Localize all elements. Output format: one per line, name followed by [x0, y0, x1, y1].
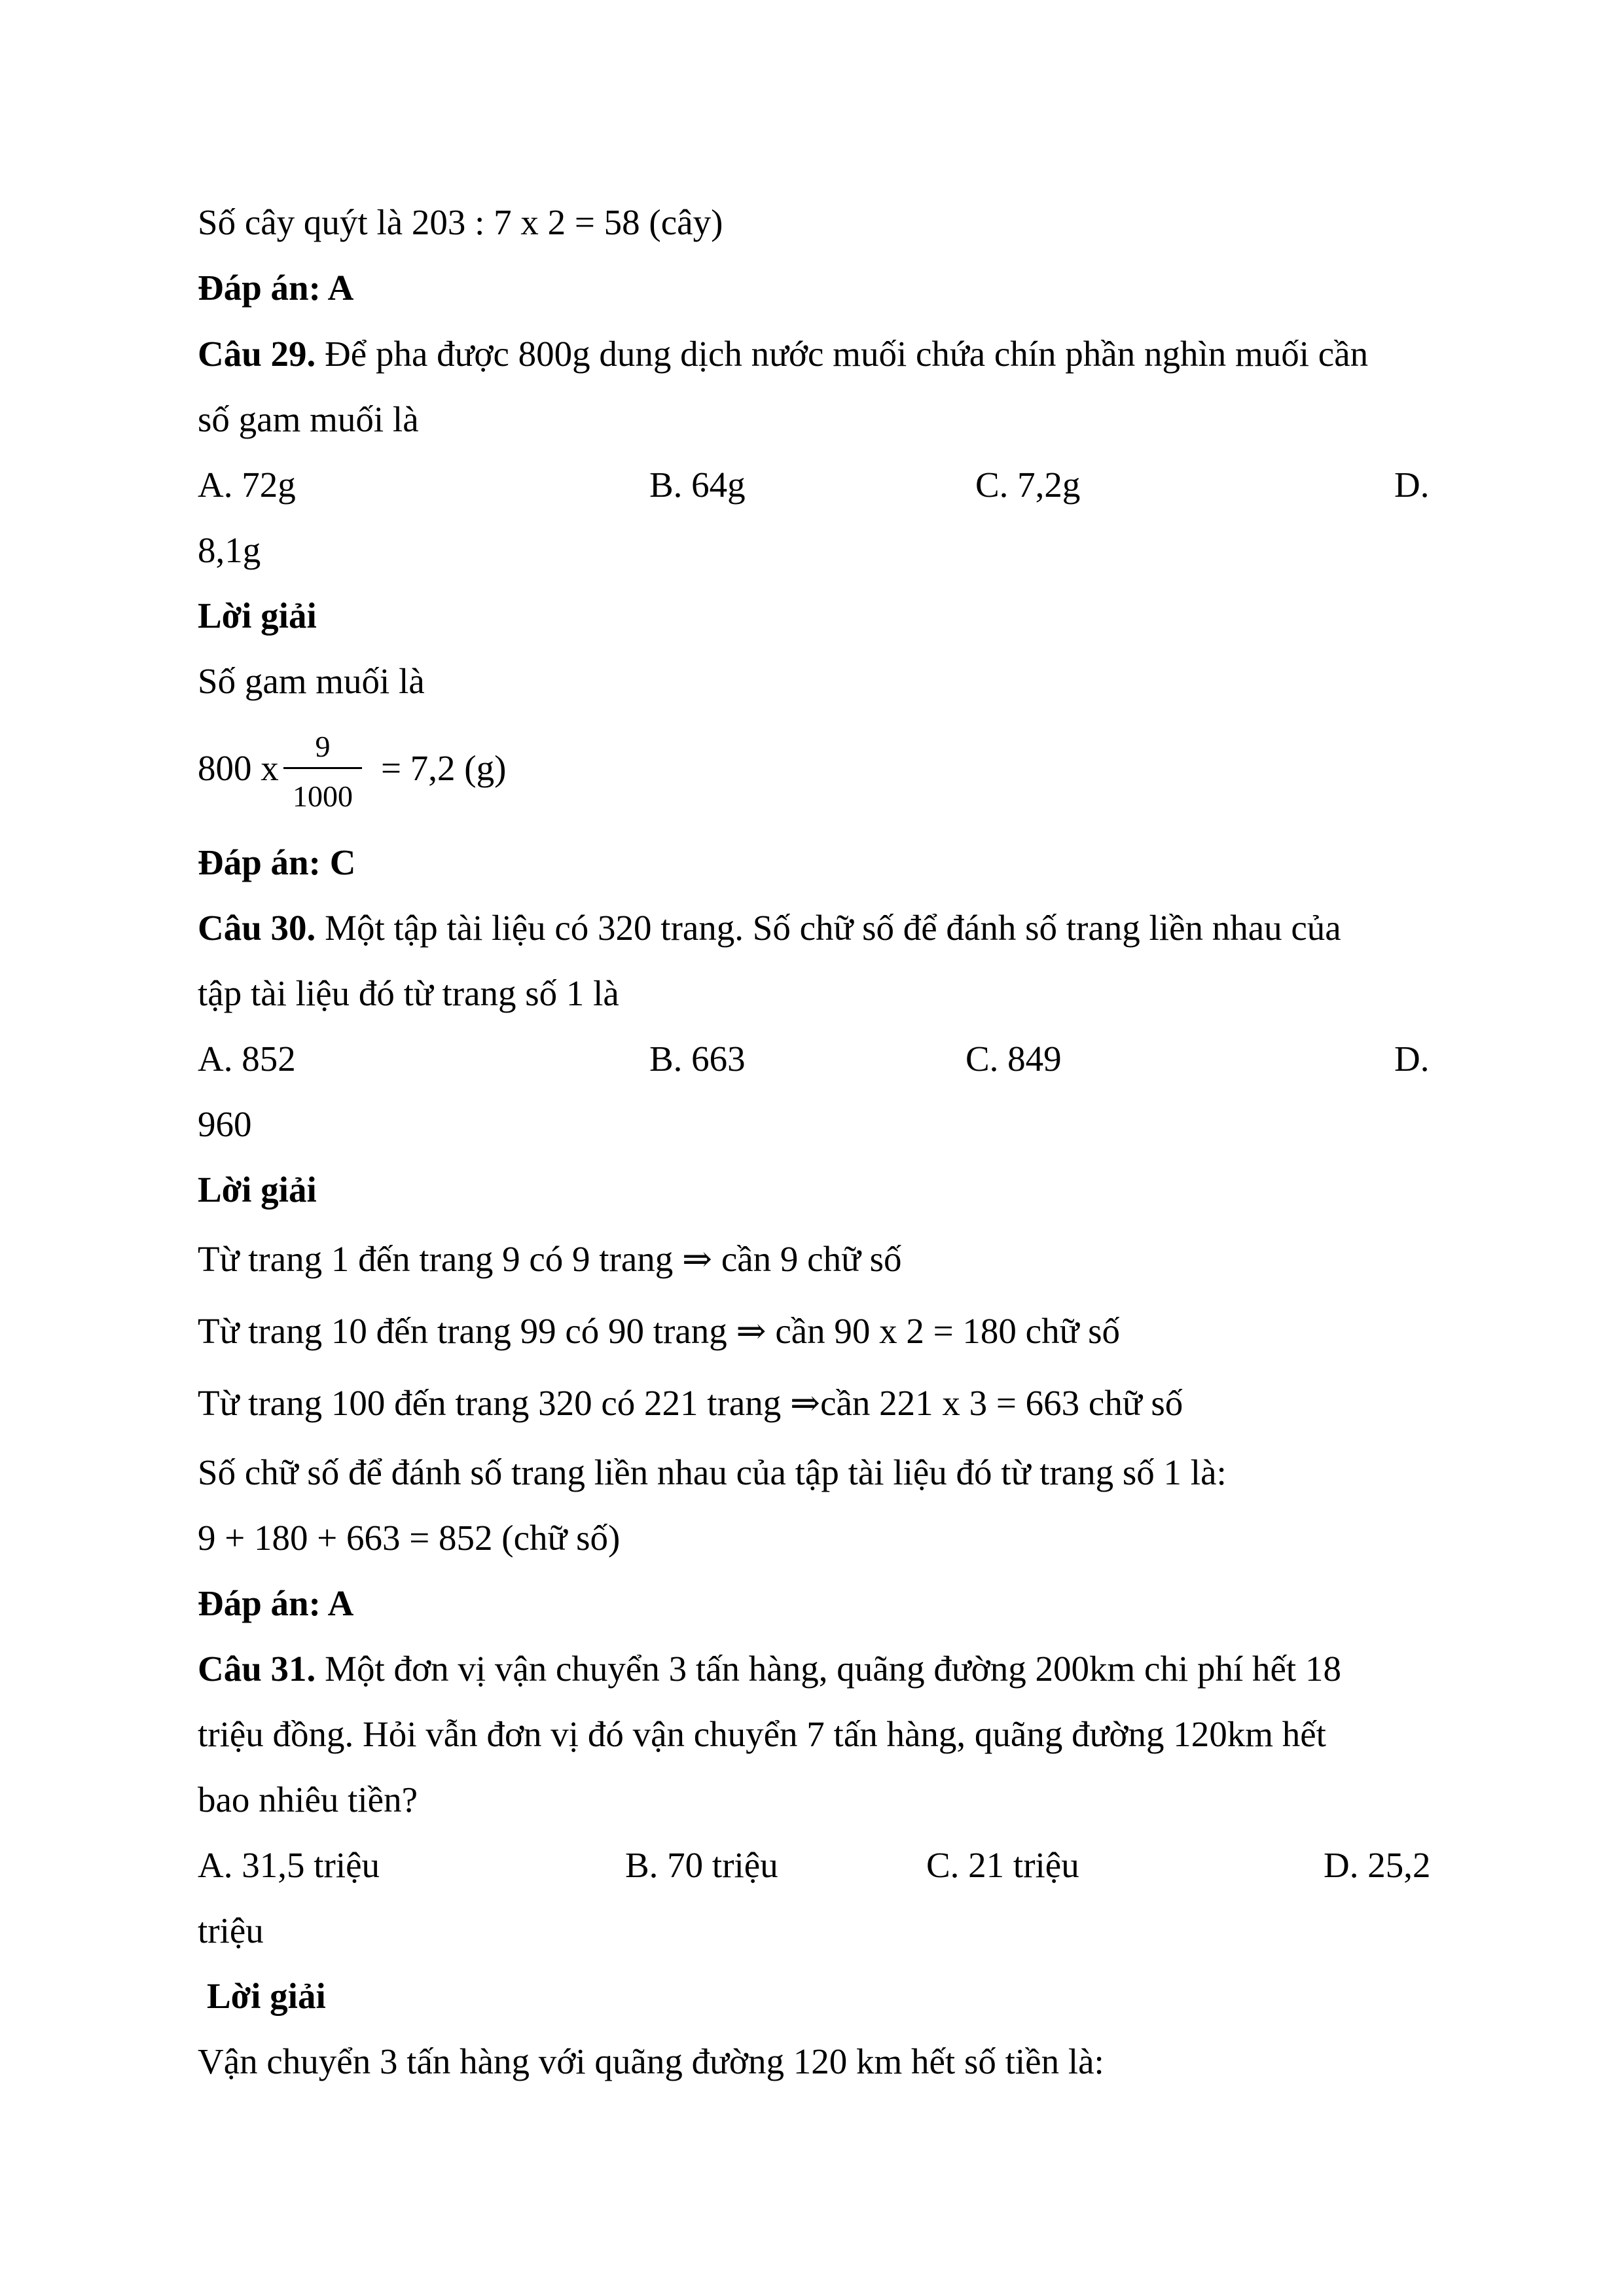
question-label: Câu 30. — [198, 908, 316, 948]
solution-line: Số gam muối là — [198, 661, 425, 701]
fraction-denominator: 1000 — [293, 780, 353, 813]
option-b: B. 64g — [649, 465, 746, 505]
answer-line: Đáp án: A — [198, 268, 354, 308]
option-d-value: 8,1g — [198, 530, 261, 570]
formula-result: = 7,2 (g) — [381, 748, 507, 788]
solution-heading: Lời giải — [198, 1170, 317, 1210]
option-c: C. 849 — [965, 1039, 1062, 1079]
option-a: A. 852 — [198, 1039, 296, 1079]
option-b: B. 663 — [649, 1039, 746, 1079]
solution-line: Vận chuyển 3 tấn hàng với quãng đường 120 km hết số tiền là: — [198, 2041, 1104, 2081]
solution-line: Từ trang 1 đến trang 9 có 9 trang ⇒ cần 9 chữ số — [198, 1239, 902, 1279]
question-31 — [198, 1651, 1341, 1687]
solution-heading: Lời giải — [207, 1976, 326, 2016]
answer-line: Đáp án: C — [198, 842, 356, 882]
question-text: triệu đồng. Hỏi vẫn đơn vị đó vận chuyển 7 tấn hàng, quãng đường 120km hết — [198, 1714, 1326, 1754]
question-label: Câu 31. — [198, 1649, 316, 1689]
question-29 — [198, 336, 1368, 372]
solution-line: Từ trang 100 đến trang 320 có 221 trang ⇒cần 221 x 3 = 663 chữ số — [198, 1383, 1183, 1423]
option-d-value: 960 — [198, 1104, 252, 1144]
question-text: Một tập tài liệu có 320 trang. Số chữ số để đánh số trang liền nhau của — [316, 908, 1341, 948]
question-text: bao nhiêu tiền? — [198, 1780, 418, 1820]
question-30 — [198, 910, 1341, 946]
solution-line: Từ trang 10 đến trang 99 có 90 trang ⇒ cần 90 x 2 = 180 chữ số — [198, 1311, 1121, 1351]
text-line: Số cây quýt là 203 : 7 x 2 = 58 (cây) — [198, 202, 723, 242]
option-c: C. 7,2g — [975, 465, 1081, 505]
question-label: Câu 29. — [198, 334, 316, 374]
option-d: D. 25,2 — [1324, 1845, 1431, 1885]
solution-line: Số chữ số để đánh số trang liền nhau của tập tài liệu đó từ trang số 1 là: — [198, 1452, 1227, 1492]
formula-prefix: 800 x — [198, 748, 279, 788]
option-a: A. 72g — [198, 465, 296, 505]
question-text: Để pha được 800g dung dịch nước muối chứa chín phần nghìn muối cần — [316, 334, 1369, 374]
question-text: số gam muối là — [198, 399, 419, 439]
fraction-numerator: 9 — [315, 730, 331, 763]
option-a: A. 31,5 triệu — [198, 1845, 380, 1885]
option-d: D. — [1394, 465, 1430, 505]
question-text: Một đơn vị vận chuyển 3 tấn hàng, quãng đường 200km chi phí hết 18 — [316, 1649, 1341, 1689]
answer-line: Đáp án: A — [198, 1583, 354, 1623]
option-d: D. — [1394, 1039, 1430, 1079]
option-d-value: triệu — [198, 1910, 264, 1950]
question-text: tập tài liệu đó từ trang số 1 là — [198, 973, 619, 1013]
option-b: B. 70 triệu — [625, 1845, 778, 1885]
option-c: C. 21 triệu — [926, 1845, 1079, 1885]
fraction-bar — [283, 767, 362, 769]
solution-line: 9 + 180 + 663 = 852 (chữ số) — [198, 1518, 621, 1558]
solution-heading: Lời giải — [198, 596, 317, 636]
